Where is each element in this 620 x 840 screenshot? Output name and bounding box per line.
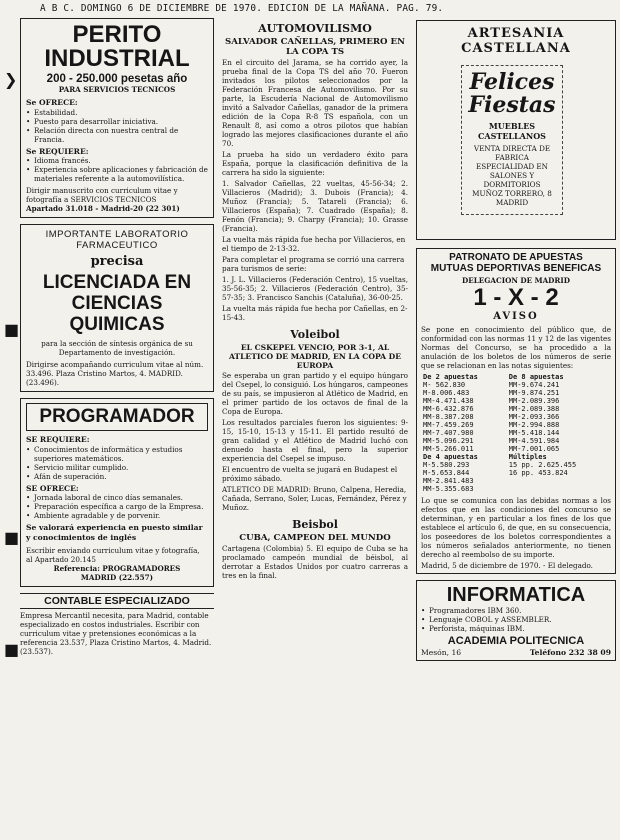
ad-prog-contact: Escribir enviando curriculum vitae y fotografía, al Apartado 20.145 — [26, 545, 200, 564]
pat-cell: M- 562.830 — [423, 381, 466, 389]
pat-cell: MM-9.674.241 — [508, 381, 560, 389]
ad-perito-phones: Apartado 31.018 - Madrid-20 (22 301) — [26, 204, 180, 214]
ad-art-line: MADRID — [495, 198, 529, 207]
ad-lab-line3: precisa — [90, 254, 144, 270]
pat-body2: Lo que se comunica con las debidas normas a los efectos que en las condiciones del concurso se determinan, y en particular a los fines de los que establece el artículo 6, de que, en su consecuencia, los poseedores de los boletos correspondientes a los números señalados anteriormente, no tienen derecho al reembolso de su importe. — [421, 496, 611, 559]
ad-perito-offer: • Relación directa con nuestra central de Francia. — [26, 126, 208, 144]
pat-table — [421, 373, 611, 493]
ad-perito-dept: PARA SERVICIOS TECNICOS — [58, 85, 176, 94]
ad-art-top: ARTESANIA CASTELLANA — [461, 26, 571, 56]
pat-header: De 2 apuestas — [423, 373, 478, 381]
article-text: Cartagena (Colombia) 5. El equipo de Cuba se ha proclamado campeón mundial de béisbol, al derrotar a Estados Unidos por cuatro carreras a tres en la final. — [222, 544, 408, 580]
info-item: • Lenguaje COBOL y ASSEMBLER. — [421, 615, 611, 624]
pat-cell: MM-8.387.208 — [423, 413, 474, 421]
ad-art-line: MUÑOZ TORRERO, 8 — [472, 189, 552, 198]
article-text: La prueba ha sido un verdadero éxito para España, porque la clasificación definitiva de la carrera ha sido la siguiente: — [222, 150, 408, 177]
ad-contable-body: Empresa Mercantil necesita, para Madrid, contable especializado en costos industriales. Escribir con curriculum vitae y pretensiones económicas a la referencia 23.537, Plaza Cristino Martos, 4. Madrid. (23.537). — [20, 610, 212, 656]
pat-date: Madrid, 5 de diciembre de 1970. - El delegado. — [421, 561, 593, 570]
section-beisbol: Beisbol — [292, 518, 338, 531]
info-item: • Programadores IBM 360. — [421, 606, 611, 615]
pat-cell: MM-2.994.888 — [508, 421, 560, 429]
pat-cell: MM-5.096.291 — [423, 437, 474, 445]
article-text: Se esperaba un gran partido y el equipo húngaro del Csepel, lo consiguió. Los húngaros, campeones de su país, se impusieron al Atlético de Madrid, en el primer partido de los octavos de final de la Copa de Europa. — [222, 371, 408, 416]
ad-art-line: ESPECIALIDAD EN — [476, 162, 548, 171]
info-item: • Perforista, máquinas IBM. — [421, 624, 611, 633]
pat-cell: MM-7.001.065 — [508, 445, 560, 453]
ad-lab-line1: IMPORTANTE LABORATORIO — [45, 229, 189, 241]
article-text: El encuentro de vuelta se jugará en Budapest el próximo sábado. — [222, 465, 398, 483]
ad-art-line: VENTA DIRECTA DE FABRICA — [473, 144, 551, 162]
pat-cell: MM-6.432.876 — [423, 405, 474, 413]
pat-title2: MUTUAS DEPORTIVAS BENEFICAS — [430, 263, 602, 274]
ad-perito-title: PERITO INDUSTRIAL — [44, 21, 190, 72]
pat-title3: DELEGACION DE MADRID — [462, 276, 570, 285]
ad-contable-title: CONTABLE ESPECIALIZADO — [20, 593, 214, 609]
pat-title1: PATRONATO DE APUESTAS — [449, 252, 583, 263]
ad-prog-offer: • Ambiente agradable y de porvenir. — [26, 511, 208, 520]
pat-cell: M-8.006.483 — [423, 389, 470, 397]
margin-mark: ■ — [4, 528, 20, 547]
section-automovilismo: AUTOMOVILISMO — [258, 22, 372, 35]
pat-cell: MM-2.841.483 — [423, 477, 474, 485]
ad-perito-offer: • Estabilidad. — [26, 108, 208, 117]
pat-header: De 8 apuestas — [508, 373, 564, 381]
pat-body: Se pone en conocimiento del público que, de conformidad con las normas 11 y 12 de las vigentes Normas del Concurso, se ha procedido a la anulación de los boletos de los números de serie que se relacionan en las notas siguientes: — [421, 325, 611, 370]
pat-header: Múltiples — [508, 453, 547, 461]
pat-cell: 15 pp. 2.625.455 — [508, 461, 577, 469]
ad-artesania — [416, 20, 616, 240]
pat-cell: MM-7.407.980 — [423, 429, 474, 437]
pat-cell: MM-2.093.366 — [508, 413, 560, 421]
ad-programador — [20, 398, 214, 586]
ad-prog-city: MADRID (22.557) — [80, 572, 154, 582]
pat-cell: MM-2.089.396 — [508, 397, 560, 405]
pat-header: De 4 apuestas — [423, 453, 478, 461]
ad-lab-line2: FARMACEUTICO — [76, 240, 158, 252]
ad-laboratorio — [20, 224, 214, 392]
pat-cell: MM-2.089.388 — [508, 405, 560, 413]
headline-csepel: EL CSKEPEL VENCIO, POR 3-1, AL ATLETICO DE MADRID, EN LA COPA DE EUROPA — [228, 343, 402, 370]
info-phone: Teléfono 232 38 09 — [529, 648, 611, 657]
ad-contable — [20, 593, 214, 656]
article-text: La vuelta más rápida fue hecha por Villacieros, en el tiempo de 2-13-32. — [222, 235, 406, 253]
ad-lab-line5: para la sección de síntesis orgánica de su Departamento de investigación. — [41, 339, 193, 358]
pat-aviso: AVISO — [493, 311, 539, 322]
ad-prog-req: • Servicio militar cumplido. — [26, 463, 208, 472]
pat-cell: M-5.653.844 — [423, 469, 470, 477]
article-text: ATLETICO DE MADRID: Bruno, Calpena, Heredia, Cañada, Serrano, Soler, Lucas, Fernández, Pérez y Muñoz. — [222, 485, 407, 512]
ad-prog-title: PROGRAMADOR — [26, 403, 208, 431]
pat-cell: MM-7.459.269 — [423, 421, 474, 429]
ad-prog-req-label: SE REQUIERE: — [26, 435, 90, 445]
ad-art-frame — [461, 65, 563, 215]
pat-cell: MM-5.266.011 — [423, 445, 474, 453]
article-results: 1. Salvador Cañellas, 22 vueltas, 45-56-34; 2. Villacieros (Madrid); 3. Dubois (Francia); 4. Muñoz (Francia); 5. Tatareli (Francia); 6. Villacieros (España); 7. Cuadrado (España); 8. Fenón (Francia); 9. Charpy (Francia); 10. Grasse (Francia). — [222, 179, 408, 233]
article-results: 1. J. L. Villacieros (Federación Centro), 15 vueltas, 35-56-35; 2. Villacieros (Federación Centro), 35-57-35; 3. Francisco Sanchis (Cataluña), 36-00-25. — [222, 275, 408, 302]
ad-perito-offer-label: Se OFRECE: — [26, 98, 78, 107]
ad-lab-line4: LICENCIADA EN CIENCIAS QUIMICAS — [42, 272, 192, 336]
ad-patronato — [416, 248, 616, 574]
ad-art-line: SALONES Y DORMITORIOS — [483, 171, 541, 189]
ad-prog-note: Se valorará experiencia en puesto similar y conocimientos de inglés — [26, 523, 203, 542]
pat-cell: 16 pp. 453.824 — [508, 469, 568, 477]
pat-cell — [507, 485, 611, 493]
pat-cell: MM-5.355.683 — [423, 485, 474, 493]
ad-perito-req-label: Se REQUIERE: — [26, 146, 89, 156]
ad-prog-req: • Conocimientos de informática y estudios superiores matemáticos. — [26, 445, 208, 463]
ad-perito — [20, 18, 214, 218]
left-column — [20, 18, 214, 656]
middle-column — [222, 18, 408, 580]
ad-perito-req: • Idioma francés. — [26, 156, 208, 165]
ad-prog-offer-label: SE OFRECE: — [26, 483, 79, 493]
pat-cell: MM-9.874.251 — [508, 389, 560, 397]
info-title: INFORMATICA — [446, 584, 586, 606]
ad-art-script1: Felices — [469, 69, 555, 95]
info-school: ACADEMIA POLITECNICA — [447, 635, 585, 647]
pat-cell: MM-4.591.984 — [508, 437, 560, 445]
ad-prog-offer: • Preparación específica a cargo de la Empresa. — [26, 502, 208, 511]
article-text: Para completar el programa se corrió una carrera para turismos de serie: — [222, 255, 405, 273]
info-address: Mesón, 16 — [421, 648, 462, 657]
article-text: La vuelta más rápida fue hecha por Cañellas, en 2-15-43. — [222, 304, 408, 322]
ad-perito-req: • Experiencia sobre aplicaciones y fabricación de materiales referente a la automovilística. — [26, 165, 208, 183]
ad-perito-contact: Dirigir manuscrito con curriculum vitae y fotografía a SERVICIOS TECNICOS — [26, 186, 178, 205]
ad-informatica — [416, 580, 616, 661]
pat-1x2: 1 - X - 2 — [473, 284, 559, 311]
pat-cell: MM-4.471.438 — [423, 397, 474, 405]
article-text: En el circuito del Jarama, se ha corrido ayer, la prueba final de la Copa TS del año 70. Fueron invitados los pilotos seleccionados por la Federación Francesa de Automovilismo. Por su parte, la Escudería Nacional de Automovilismo invitó a Salvador Cañellas, ganador de la primera edición de la Copa R-8 TS española, con un Renault 8, así como a otros pilotos que habían logrado las mejores clasificaciones durante el año 70. — [222, 58, 408, 148]
ad-perito-offer: • Puesto para desarrollar iniciativa. — [26, 117, 208, 126]
margin-mark: ❯ — [4, 70, 18, 89]
ad-prog-req: • Afán de superación. — [26, 472, 208, 481]
margin-mark: ■ — [4, 320, 20, 339]
pat-cell: M-5.580.293 — [423, 461, 470, 469]
headline-cuba: CUBA, CAMPEON DEL MUNDO — [239, 533, 391, 543]
ad-art-script2: Fiestas — [468, 92, 556, 118]
pat-cell — [507, 477, 611, 485]
margin-mark: ■ — [4, 640, 20, 659]
page-header: A B C. DOMINGO 6 DE DICIEMBRE DE 1970. EDICION DE LA MAÑANA. PAG. 79. — [40, 3, 444, 14]
pat-cell: MM-5.418.144 — [508, 429, 560, 437]
section-voleibol: Voleibol — [290, 328, 340, 341]
ad-art-brand: MUEBLES CASTELLANOS — [478, 121, 546, 141]
right-column — [416, 18, 616, 667]
ad-prog-offer: • Jornada laboral de cinco días semanales. — [26, 493, 208, 502]
ad-prog-ref: Referencia: PROGRAMADORES — [53, 563, 181, 573]
headline-canellas: SALVADOR CAÑELLAS, PRIMERO EN LA COPA TS — [225, 37, 405, 57]
ad-perito-salary: 200 - 250.000 pesetas año — [46, 73, 188, 85]
ad-lab-line6: Dirigirse acompañando curriculum vitae al núm. 33.496. Plaza Cristino Martos, 4. MADRID. (23.496). — [26, 360, 204, 388]
article-text: Los resultados parciales fueron los siguientes: 9-15, 15-10, 15-13 y 15-11. El partido resultó de gran calidad y el Atlético de Madrid luchó con denuedo hasta el final, pero la superior experiencia del Csepel se impuso. — [222, 418, 408, 463]
